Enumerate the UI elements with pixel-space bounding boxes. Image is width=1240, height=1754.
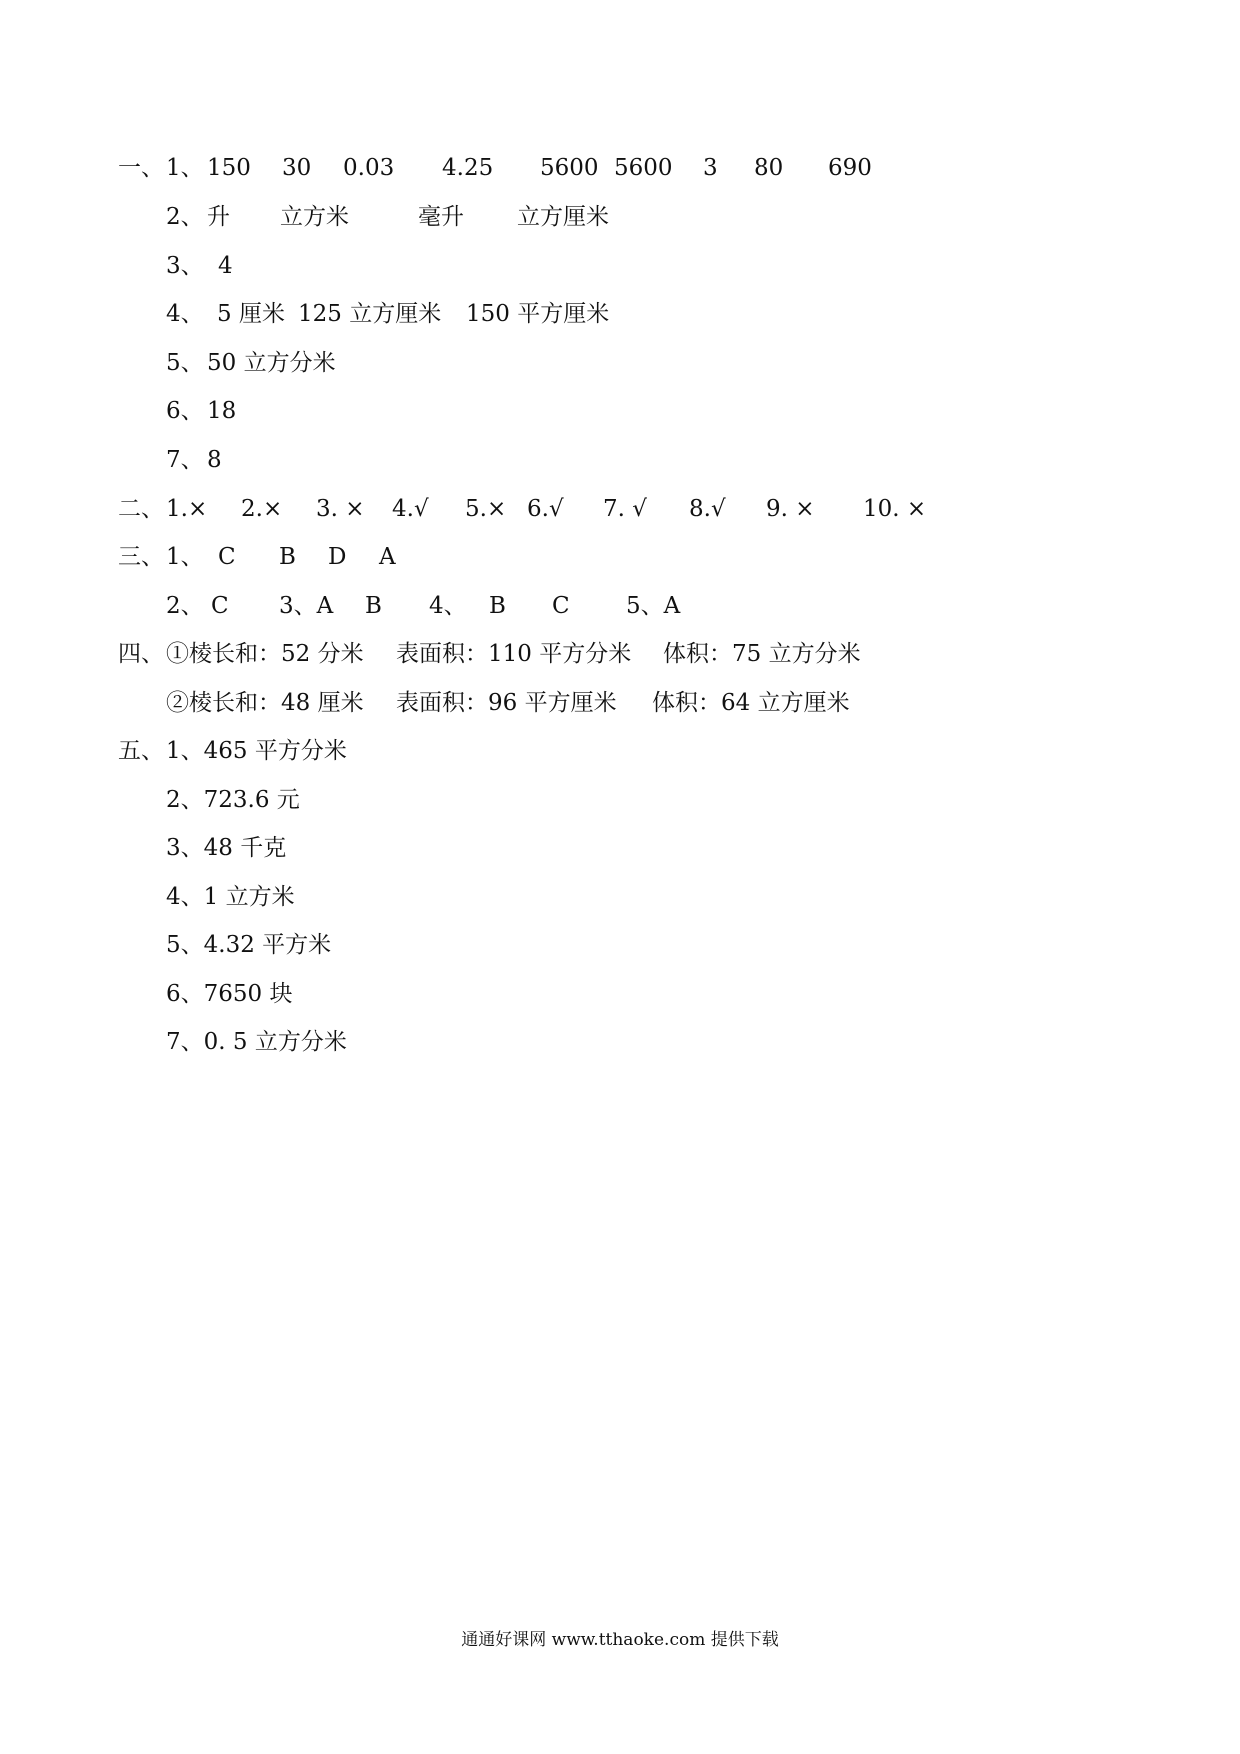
footer-credit: 通通好课网 www.tthaoke.com 提供下载 bbox=[461, 1630, 779, 1650]
section-1-question-1 bbox=[0, 148, 1240, 188]
judgement-item: 8.√ bbox=[689, 496, 726, 522]
surface-area: 表面积：96 平方厘米 bbox=[396, 690, 617, 716]
section-1-question-2 bbox=[0, 197, 1240, 237]
question-number: 6、 bbox=[166, 398, 204, 424]
judgement-item: 10. × bbox=[863, 496, 927, 522]
answer: B bbox=[365, 593, 382, 619]
judgement-item: 3. × bbox=[316, 496, 365, 522]
section-label: 一、 bbox=[118, 155, 164, 181]
section-3-question-2-to-5 bbox=[0, 586, 1240, 626]
answer: 5、A bbox=[626, 593, 681, 619]
answer: 690 bbox=[828, 155, 872, 181]
answer: 立方厘米 bbox=[517, 204, 609, 230]
judgement-item: 1.× bbox=[166, 496, 208, 522]
section-1-question-4 bbox=[0, 294, 1240, 334]
section-label: 五、 bbox=[118, 738, 164, 764]
section-1-question-6 bbox=[0, 391, 1240, 431]
surface-area: 表面积：110 平方分米 bbox=[396, 641, 632, 667]
section-2-true-false bbox=[0, 489, 1240, 529]
judgement-item: 9. × bbox=[766, 496, 815, 522]
edge-length-sum: ②棱长和：48 厘米 bbox=[166, 690, 364, 716]
answer: B bbox=[489, 593, 506, 619]
section-1-question-3 bbox=[0, 246, 1240, 286]
answer: D bbox=[328, 544, 347, 570]
section-label: 四、 bbox=[118, 641, 164, 667]
answer: 18 bbox=[207, 398, 237, 424]
answer: 4 bbox=[218, 253, 233, 279]
answer: 150 bbox=[207, 155, 251, 181]
judgement-item: 4.√ bbox=[392, 496, 429, 522]
answer: 125 立方厘米 bbox=[298, 301, 442, 327]
section-4-row-1 bbox=[0, 634, 1240, 674]
answer: C bbox=[552, 593, 570, 619]
answer: 3 bbox=[703, 155, 718, 181]
question-number: 4、 bbox=[166, 301, 204, 327]
edge-length-sum: ①棱长和：52 分米 bbox=[166, 641, 364, 667]
answer: 2、723.6 元 bbox=[166, 787, 300, 813]
answer: 5600 bbox=[540, 155, 599, 181]
judgement-item: 6.√ bbox=[527, 496, 564, 522]
answer: 1、465 平方分米 bbox=[166, 738, 347, 764]
answer: 150 平方厘米 bbox=[466, 301, 610, 327]
question-number: 5、 bbox=[166, 350, 204, 376]
answer: 3、48 千克 bbox=[166, 835, 287, 861]
question-number: 1、 bbox=[166, 155, 204, 181]
section-5-question-5 bbox=[0, 925, 1240, 965]
answer: 毫升 bbox=[418, 204, 464, 230]
answer: 80 bbox=[754, 155, 784, 181]
judgement-item: 5.× bbox=[465, 496, 507, 522]
answer: 4.25 bbox=[442, 155, 494, 181]
volume: 体积：75 立方分米 bbox=[663, 641, 861, 667]
answer: 50 立方分米 bbox=[207, 350, 336, 376]
answer: 8 bbox=[207, 447, 222, 473]
answer: B bbox=[279, 544, 296, 570]
section-5-question-6 bbox=[0, 974, 1240, 1014]
question-number: 1、 bbox=[166, 544, 204, 570]
answer: 2、 C bbox=[166, 593, 229, 619]
section-1-question-5 bbox=[0, 343, 1240, 383]
answer: 5、4.32 平方米 bbox=[166, 932, 332, 958]
answer: 4、 bbox=[429, 593, 467, 619]
answer: 3、A bbox=[279, 593, 334, 619]
section-4-row-2 bbox=[0, 683, 1240, 723]
answer: 0.03 bbox=[343, 155, 395, 181]
answer: 升 bbox=[207, 204, 230, 230]
volume: 体积：64 立方厘米 bbox=[652, 690, 850, 716]
question-number: 7、 bbox=[166, 447, 204, 473]
answer: 30 bbox=[282, 155, 312, 181]
answer: 5600 bbox=[614, 155, 673, 181]
section-label: 三、 bbox=[118, 544, 164, 570]
answer: 4、1 立方米 bbox=[166, 884, 295, 910]
answer: C bbox=[218, 544, 236, 570]
section-5-question-3 bbox=[0, 828, 1240, 868]
section-5-question-7 bbox=[0, 1022, 1240, 1062]
section-3-question-1 bbox=[0, 537, 1240, 577]
section-label: 二、 bbox=[118, 496, 164, 522]
question-number: 3、 bbox=[166, 253, 204, 279]
answer: 6、7650 块 bbox=[166, 981, 293, 1007]
answer: 5 厘米 bbox=[217, 301, 285, 327]
section-5-question-2 bbox=[0, 780, 1240, 820]
section-5-question-1 bbox=[0, 731, 1240, 771]
section-1-question-7 bbox=[0, 440, 1240, 480]
answer: 立方米 bbox=[280, 204, 349, 230]
judgement-item: 2.× bbox=[241, 496, 283, 522]
answer: 7、0. 5 立方分米 bbox=[166, 1029, 347, 1055]
section-5-question-4 bbox=[0, 877, 1240, 917]
judgement-item: 7. √ bbox=[603, 496, 647, 522]
answer: A bbox=[379, 544, 396, 570]
question-number: 2、 bbox=[166, 204, 204, 230]
